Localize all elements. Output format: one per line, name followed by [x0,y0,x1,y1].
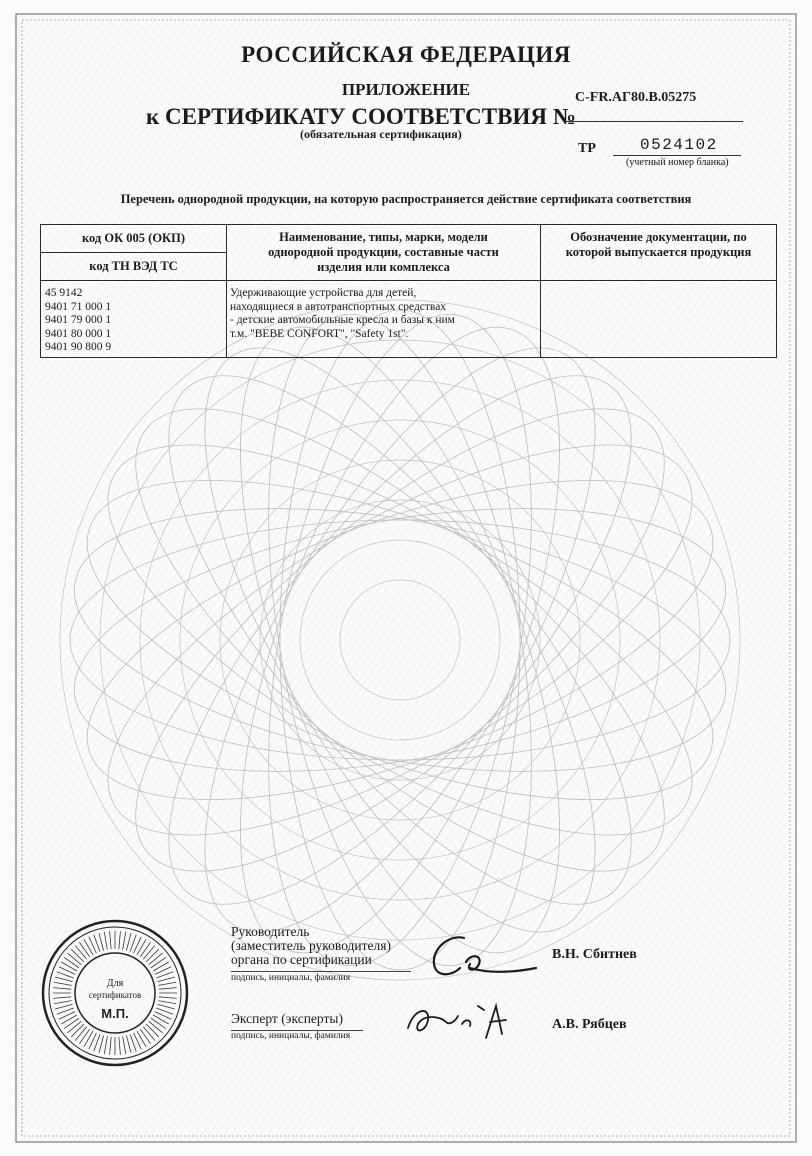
product-line: - детские автомобильные кресла и базы к ним [230,314,455,326]
expert-signature-caption: подпись, инициалы, фамилия [231,1031,351,1041]
seal-ring-tick [104,932,107,950]
seal-ring-tick [146,1024,159,1037]
code-item: 9401 79 000 1 [45,314,112,326]
seal-ring-tick [79,942,89,957]
seal-ring-tick [159,988,177,990]
seal-ring-tick [75,1027,87,1041]
seal-ring-tick [153,1015,169,1024]
seal-ring-tick [71,949,84,962]
seal-ring-tick [71,1024,84,1037]
seal-ring-tick [158,982,176,985]
seal-emblem: М.П. [101,1006,129,1021]
seal-ring-tick [84,939,93,955]
header-tnved-code: код ТН ВЭД ТС [41,252,226,280]
head-label-line: Руководитель [231,924,310,939]
header-documentation-line: Обозначение документации, по [570,230,747,244]
seal-ring-tick [123,932,126,950]
product-line: т.м. "BEBE CONFORT", "Safety 1st". [230,327,409,340]
head-label-line: органа по сертификации [231,952,372,967]
seal-ring-tick [54,1001,72,1004]
blank-number-note: (учетный номер бланка) [626,157,729,168]
seal-center-text: Для [106,978,124,989]
seal-ring-tick [158,977,175,982]
code-item: 45 9142 [45,287,83,299]
seal-ring-tick [123,1036,126,1054]
appendix-title: ПРИЛОЖЕНИЕ [341,80,471,99]
seal-ring-tick [110,931,112,949]
seal-ring-tick [143,1027,155,1041]
code-item: 9401 90 800 9 [45,341,112,353]
seal-center-text: сертификатов [88,990,142,1000]
seal-ring-tick [151,1018,166,1028]
certification-type: (обязательная сертификация) [300,127,462,141]
seal-ring-tick [75,946,87,960]
product-list-intro: Перечень однородной продукции, на которую распространяется действие сертификата соответствия [120,192,692,206]
seal-ring-tick [137,939,146,955]
codes-cell [41,281,227,358]
head-signature-line [231,971,411,972]
table-row [41,281,777,358]
certificate-title: к СЕРТИФИКАТУ СООТВЕТСТВИЯ № [146,104,576,129]
header-okp-code: код ОК 005 (ОКП) [82,231,185,245]
seal-ring-tick [126,1036,131,1053]
blank-number-underline [613,155,741,156]
seal-ring-tick [64,957,79,967]
seal-ring-tick [119,1037,121,1055]
header-documentation-line: которой выпускается продукция [565,245,752,259]
product-table [40,224,777,358]
seal-ring-tick [158,1004,175,1009]
seal-ring-tick [126,933,131,950]
head-signature [420,928,540,986]
country-title: РОССИЙСКАЯ ФЕДЕРАЦИЯ [241,42,571,67]
head-signature-caption: подпись, инициалы, фамилия [231,973,351,983]
seal-ring-tick [149,953,163,965]
certificate-number: C-FR.АГ80.В.05275 [575,90,697,105]
seal-ring-tick [159,997,177,999]
seal-ring-tick [143,946,155,960]
seal-ring-tick [53,988,71,990]
seal-ring-tick [79,1029,89,1044]
seal-ring-tick [146,949,159,962]
product-line: Удерживающие устройства для детей, [230,287,417,299]
head-label-line: (заместитель руководителя) [231,938,391,953]
head-name: В.Н. Сбитнев [552,947,637,962]
seal-ring-tick [151,957,166,967]
seal-ring-tick [149,1021,163,1033]
product-description-cell [227,281,541,358]
seal-ring-tick [68,1021,82,1033]
expert-signature [400,998,520,1046]
seal-ring-tick [53,997,71,999]
expert-name: А.В. Рябцев [552,1017,627,1032]
seal-ring-tick [140,942,150,957]
official-seal [40,918,190,1068]
header-product-name [227,225,541,281]
header-product-name-line: однородной продукции, составные части [268,245,499,259]
head-label [231,925,391,967]
seal-ring-tick [153,962,169,971]
documentation-cell [541,281,777,358]
seal-ring-tick [158,1001,176,1004]
product-line: находящиеся в автотранспортных средствах [230,300,447,313]
tp-label: ТР [578,141,596,156]
header-product-name-line: Наименование, типы, марки, модели [279,230,488,244]
expert-label: Эксперт (эксперты) [231,1011,343,1026]
seal-ring-tick [55,977,72,982]
header-product-name-line: изделия или комплекса [317,260,450,274]
seal-ring-tick [61,1015,77,1024]
seal-ring-tick [99,1036,104,1053]
code-item: 9401 80 000 1 [45,327,112,340]
codes-list [41,281,226,357]
seal-ring-tick [68,953,82,965]
table-header-row [41,225,777,281]
header-documentation [541,225,777,281]
product-description [227,281,540,341]
seal-ring-tick [99,933,104,950]
seal-ring-tick [137,1031,146,1047]
seal-ring-tick [104,1036,107,1054]
seal-ring-tick [119,931,121,949]
seal-ring-tick [64,1018,79,1028]
seal-ring-tick [61,962,77,971]
seal-ring-tick [140,1029,150,1044]
seal-ring-tick [54,982,72,985]
header-codes [41,225,227,281]
blank-number: 0524102 [640,136,718,154]
seal-ring-tick [84,1031,93,1047]
code-item: 9401 71 000 1 [45,300,112,313]
seal-ring-tick [110,1037,112,1055]
certificate-number-underline [565,121,743,122]
seal-ring-tick [55,1004,72,1009]
